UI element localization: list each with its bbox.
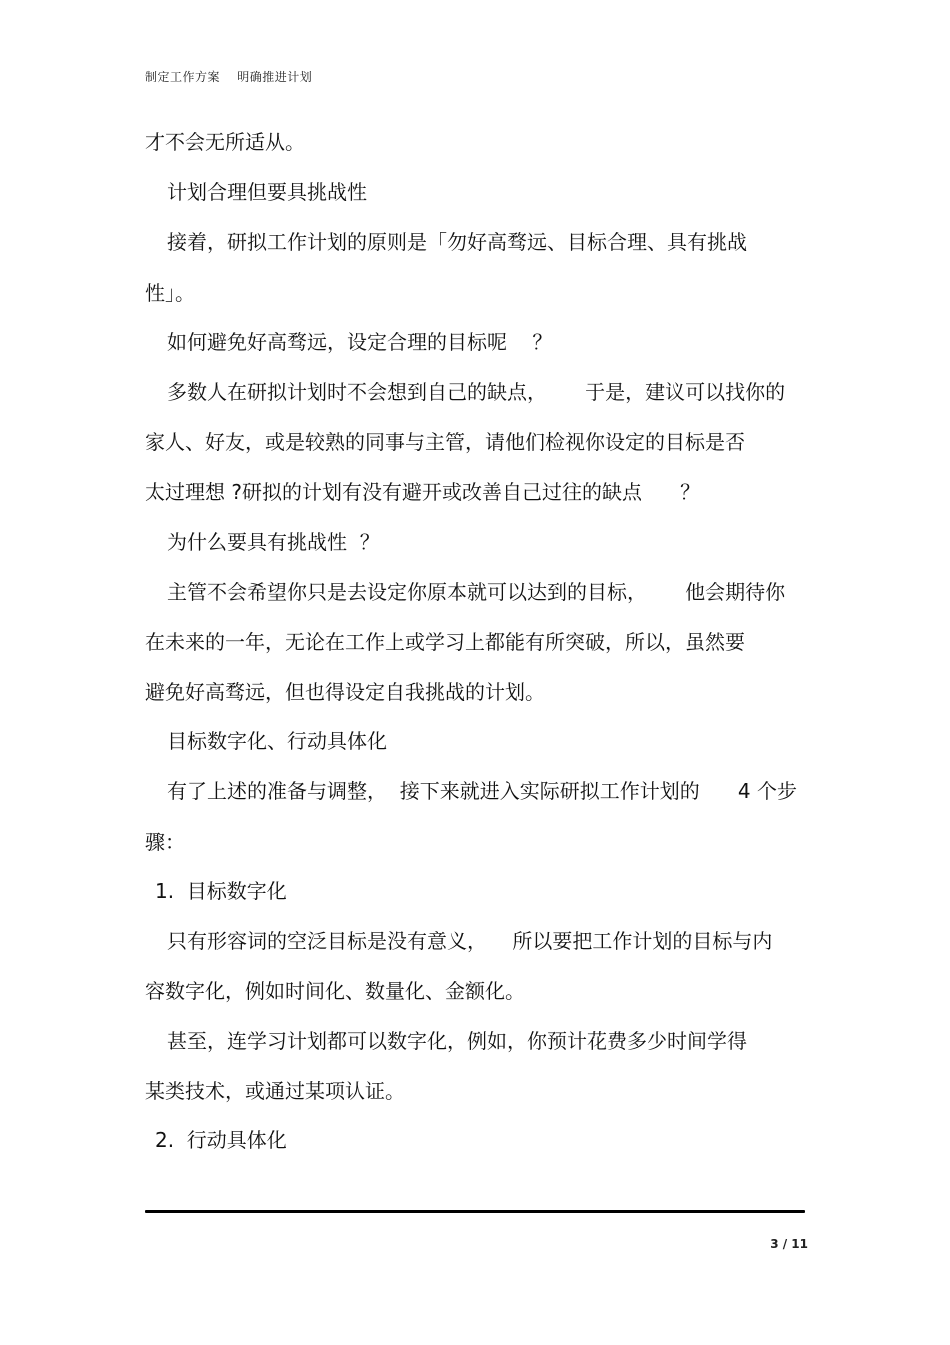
body-line: 只有形容词的空泛目标是没有意义， 所以要把工作计划的目标与内 [167, 929, 773, 953]
footer-divider [145, 1210, 805, 1213]
body-line: 有了上述的准备与调整， 接下来就进入实际研拟工作计划的 4 个步 [167, 779, 797, 803]
numbered-step: 2. 行动具体化 [155, 1128, 287, 1152]
body-line: 主管不会希望你只是去设定你原本就可以达到的目标， 他会期待你 [167, 580, 786, 604]
body-line: 为什么要具有挑战性 ？ [167, 530, 380, 554]
body-line: 太过理想 ?研拟的计划有没有避开或改善自己过往的缺点 ？ [145, 480, 701, 504]
section-heading: 目标数字化、行动具体化 [167, 729, 387, 753]
running-header: 制定工作方案 明确推进计划 [145, 70, 313, 84]
body-line: 如何避免好高骛远，设定合理的目标呢 ？ [167, 330, 553, 354]
section-heading: 计划合理但要具挑战性 [167, 180, 367, 204]
body-line: 性」。 [145, 281, 195, 305]
body-line: 家人、好友，或是较熟的同事与主管，请他们检视你设定的目标是否 [145, 430, 745, 454]
page-number: 3 / 11 [770, 1237, 808, 1251]
body-line: 某类技术，或通过某项认证。 [145, 1079, 405, 1103]
body-line: 容数字化，例如时间化、数量化、金额化。 [145, 979, 525, 1003]
body-line: 甚至，连学习计划都可以数字化，例如，你预计花费多少时间学得 [167, 1029, 747, 1053]
body-line: 避免好高骛远，但也得设定自我挑战的计划。 [145, 680, 545, 704]
numbered-step: 1. 目标数字化 [155, 879, 287, 903]
body-line: 接着，研拟工作计划的原则是「勿好高骛远、目标合理、具有挑战 [167, 230, 747, 254]
body-line: 才不会无所适从。 [145, 130, 305, 154]
body-line: 多数人在研拟计划时不会想到自己的缺点， 于是，建议可以找你的 [167, 380, 786, 404]
body-line: 骤： [145, 830, 185, 854]
body-line: 在未来的一年，无论在工作上或学习上都能有所突破，所以，虽然要 [145, 630, 745, 654]
